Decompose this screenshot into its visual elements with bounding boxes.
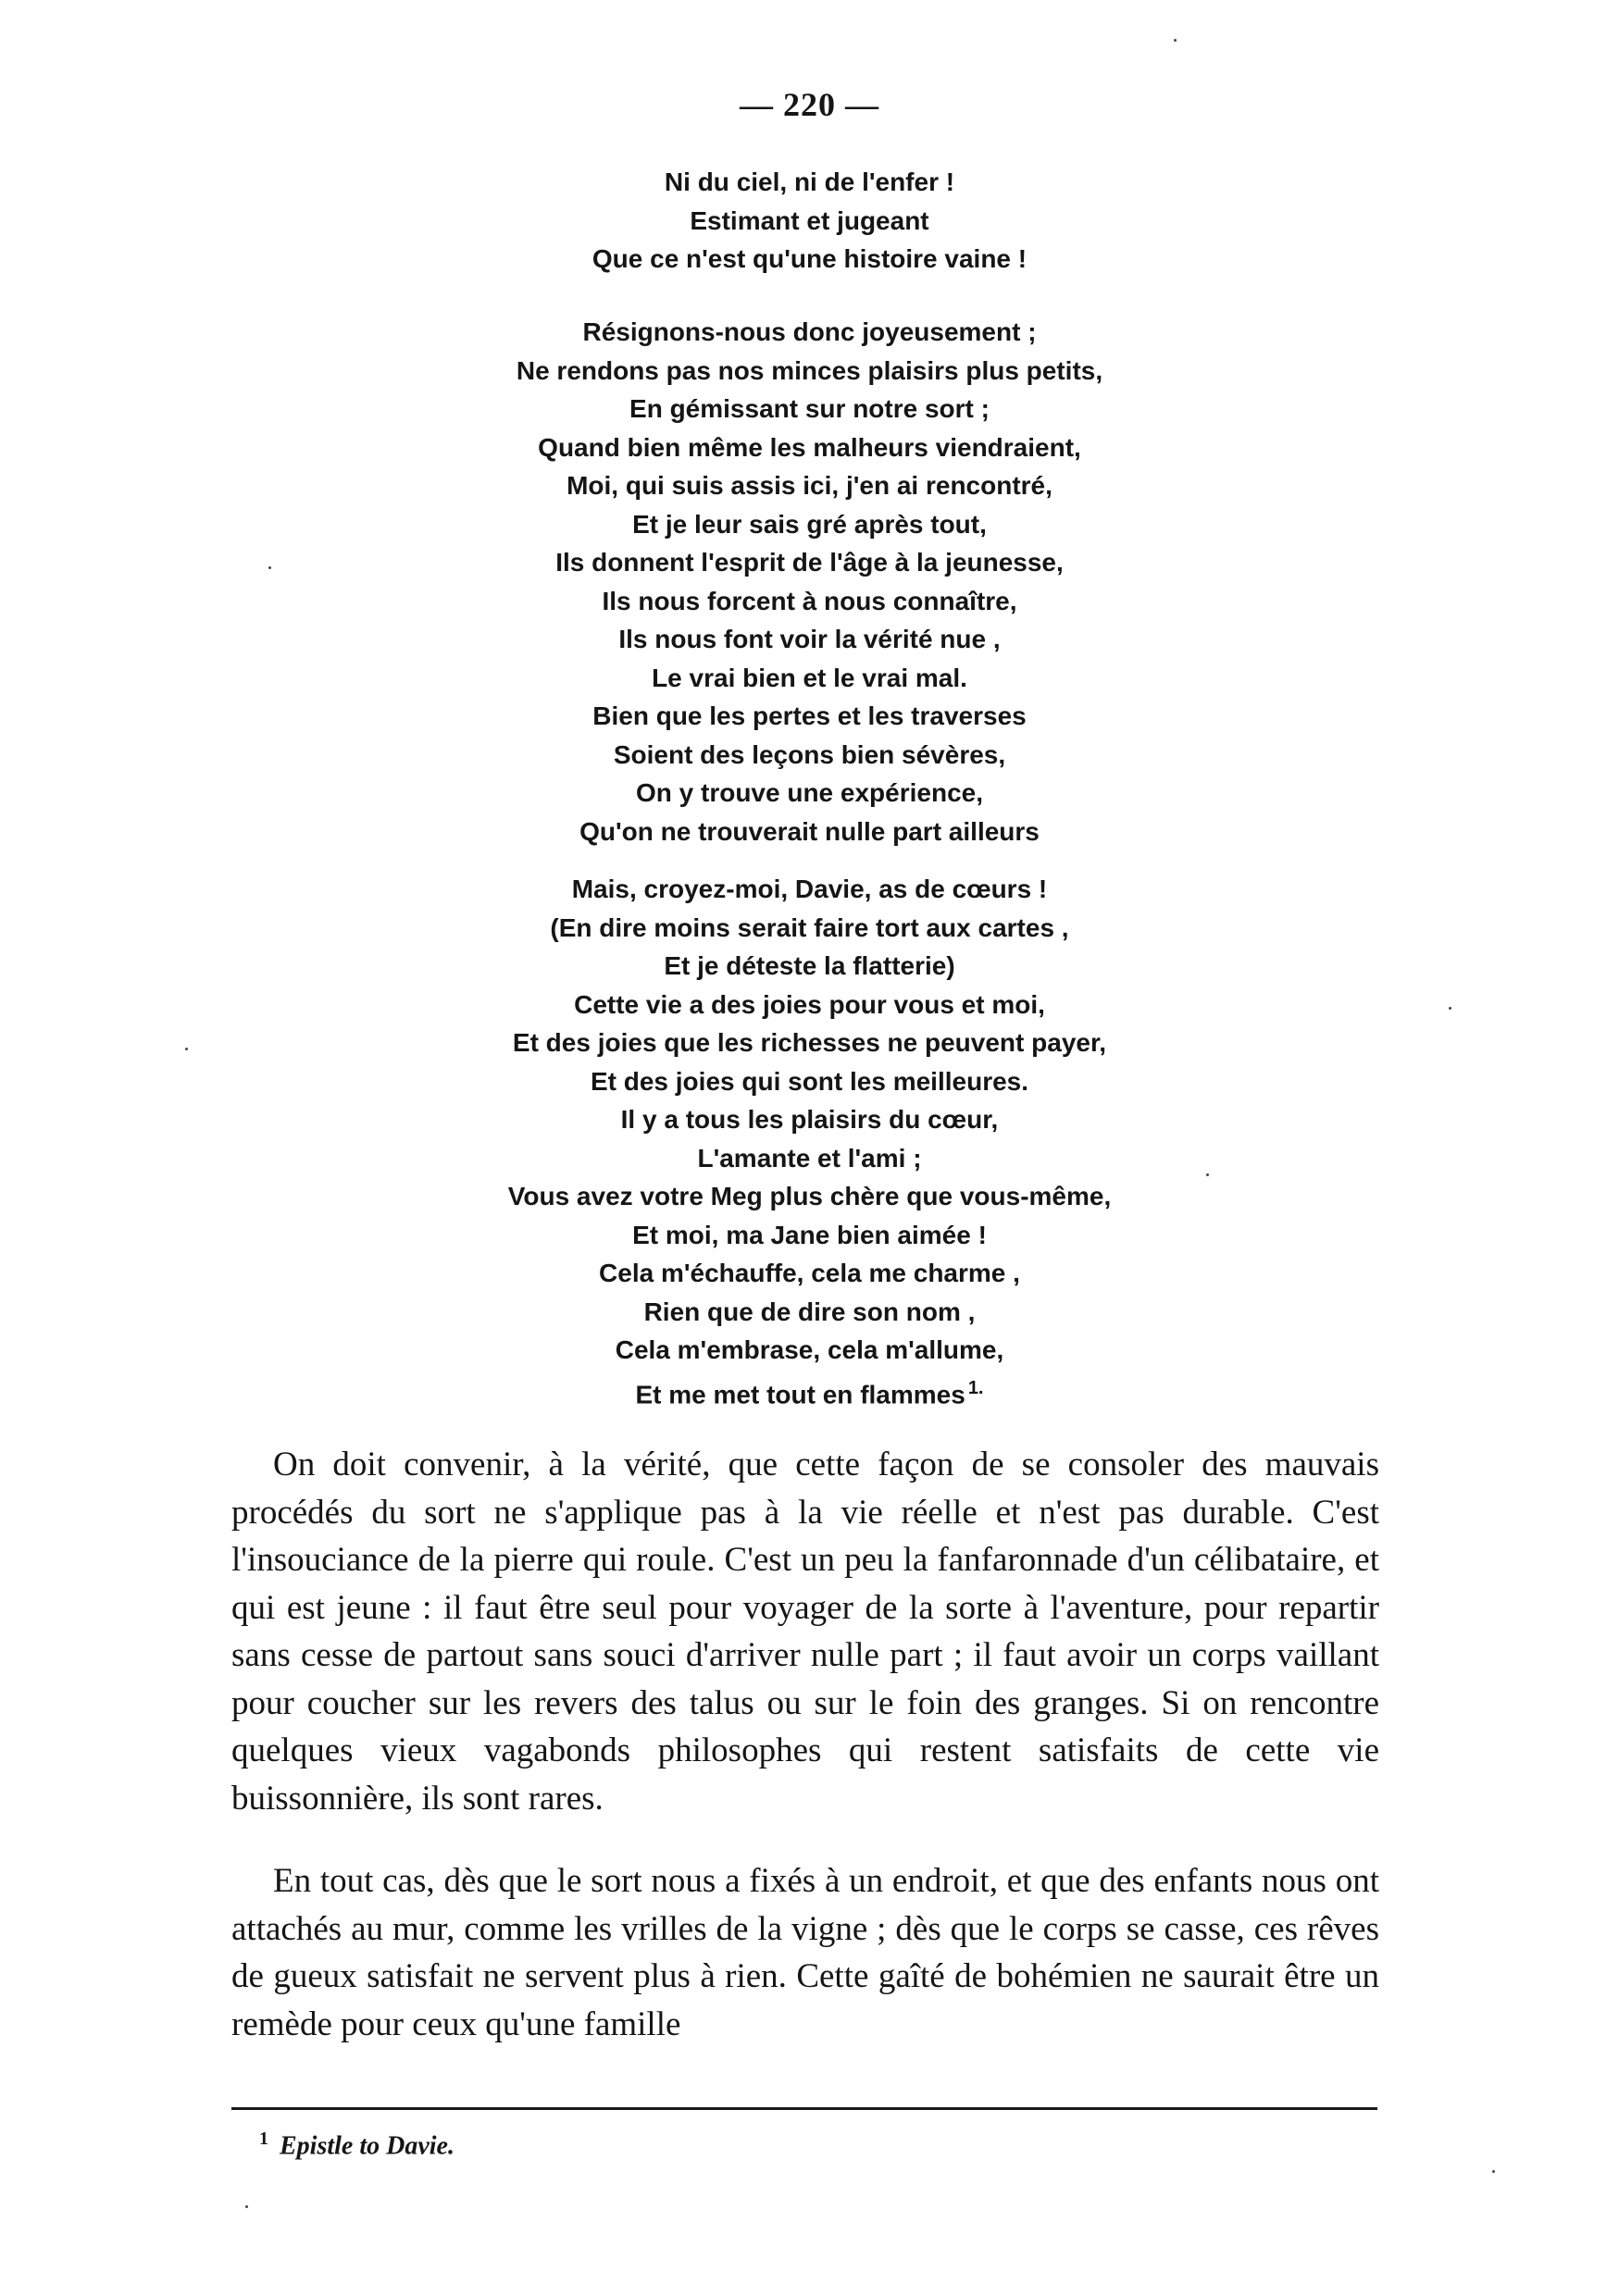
poem-line: Et des joies qui sont les meilleures. bbox=[590, 1066, 1029, 1096]
poem-line: On y trouve une expérience, bbox=[635, 778, 984, 807]
poem-line: (En dire moins serait faire tort aux cartes , bbox=[550, 912, 1069, 942]
poem-line: Et moi, ma Jane bien aimée ! bbox=[632, 1220, 987, 1249]
poem-line: Le vrai bien et le vrai mal. bbox=[652, 663, 967, 692]
poem-line: Et je leur sais gré après tout, bbox=[632, 509, 987, 539]
scan-speck bbox=[268, 566, 271, 569]
poem-line: Qu'on ne trouverait nulle part ailleurs bbox=[579, 816, 1040, 846]
poem-line: Bien que les pertes et les traverses bbox=[592, 701, 1027, 730]
footnote-divider bbox=[231, 2107, 1377, 2110]
poem-line: Soient des leçons bien sévères, bbox=[613, 739, 1006, 769]
poem-line: Cela m'embrase, cela m'allume, bbox=[615, 1335, 1004, 1364]
poem-line: Résignons-nous donc joyeusement ; bbox=[582, 317, 1037, 346]
scan-speck bbox=[1206, 1173, 1209, 1176]
scan-speck bbox=[1492, 2170, 1495, 2173]
poem-line-text: Et me met tout en flammes bbox=[635, 1379, 965, 1409]
poem-line: Rien que de dire son nom , bbox=[643, 1297, 976, 1326]
paragraph-text: En tout cas, dès que le sort nous a fixés à un endroit, et que des enfants nous ont attachés au mur, comme les vrilles de la vigne ; dès que le corps se casse, ces rêves de gueux satisfait ne servent plus à rien. Cette gaîté de bohémien ne saurait être un remède pour ceux qu'une famille bbox=[231, 1862, 1379, 2043]
scan-speck bbox=[1174, 39, 1177, 42]
poem-line: Et je déteste la flatterie) bbox=[664, 951, 955, 980]
poem-line-last bbox=[0, 1370, 1619, 1414]
poem-line: Vous avez votre Meg plus chère que vous-même, bbox=[507, 1182, 1112, 1210]
poem-line: Ils nous forcent à nous connaître, bbox=[602, 586, 1017, 615]
poem-line: Ils donnent l'esprit de l'âge à la jeunesse, bbox=[555, 548, 1064, 577]
poem-line: Moi, qui suis assis ici, j'en ai rencontré, bbox=[567, 471, 1052, 500]
footnote-text: Epistle to Davie. bbox=[280, 2131, 455, 2161]
poem-line: Cette vie a des joies pour vous et moi, bbox=[574, 989, 1045, 1019]
poem-stanza-1 bbox=[0, 163, 1619, 279]
poem-line: Ni du ciel, ni de l'enfer ! bbox=[664, 168, 955, 196]
paragraph-text: On doit convenir, à la vérité, que cette façon de se consoler des mauvais procédés du sort ne s'applique pas à la vie réelle et n'est pas durable. C'est l'insouciance de la pierre qui roule. C'est un peu la fanfaronnade d'un célibataire, et qui est jeune : il faut être seul pour voyager de la sorte à l'aventure, pour repartir sans cesse de partout sans souci d'arriver nulle part ; il faut avoir un corps vaillant pour coucher sur les revers des talus ou sur le foin des granges. Si on rencontre quelques vieux vagabonds philosophes qui restent satisfaits de cette vie buissonnière, ils sont rares. bbox=[231, 1446, 1379, 1818]
footnote-mark: 1 bbox=[259, 2128, 268, 2149]
poem-line: L'amante et l'ami ; bbox=[697, 1143, 922, 1173]
prose-paragraph-2 bbox=[231, 1857, 1379, 2048]
scan-speck bbox=[245, 2205, 248, 2208]
footnote bbox=[259, 2128, 455, 2161]
prose-paragraph-1 bbox=[231, 1441, 1379, 1822]
poem-line: Estimant et jugeant bbox=[690, 205, 929, 235]
poem-line: Cela m'échauffe, cela me charme , bbox=[599, 1259, 1020, 1287]
poem-line: Que ce n'est qu'une histoire vaine ! bbox=[592, 244, 1027, 273]
page-number: — 220 — bbox=[740, 86, 879, 123]
scan-speck bbox=[1449, 1007, 1451, 1010]
poem-line: Mais, croyez-moi, Davie, as de cœurs ! bbox=[571, 875, 1048, 903]
poem-line: Ne rendons pas nos minces plaisirs plus petits, bbox=[516, 355, 1103, 385]
poem-stanza-2 bbox=[0, 313, 1619, 850]
poem-line: Et des joies que les richesses ne peuvent payer, bbox=[512, 1028, 1107, 1057]
poem-line: Ils nous font voir la vérité nue , bbox=[618, 625, 1001, 653]
poem-line: En gémissant sur notre sort ; bbox=[629, 394, 990, 423]
footnote-reference: 1. bbox=[967, 1377, 984, 1398]
poem-line: Quand bien même les malheurs viendraient, bbox=[538, 432, 1081, 462]
poem-line: Il y a tous les plaisirs du cœur, bbox=[620, 1105, 999, 1134]
scan-speck bbox=[185, 1048, 188, 1050]
poem-stanza-3 bbox=[0, 870, 1619, 1413]
